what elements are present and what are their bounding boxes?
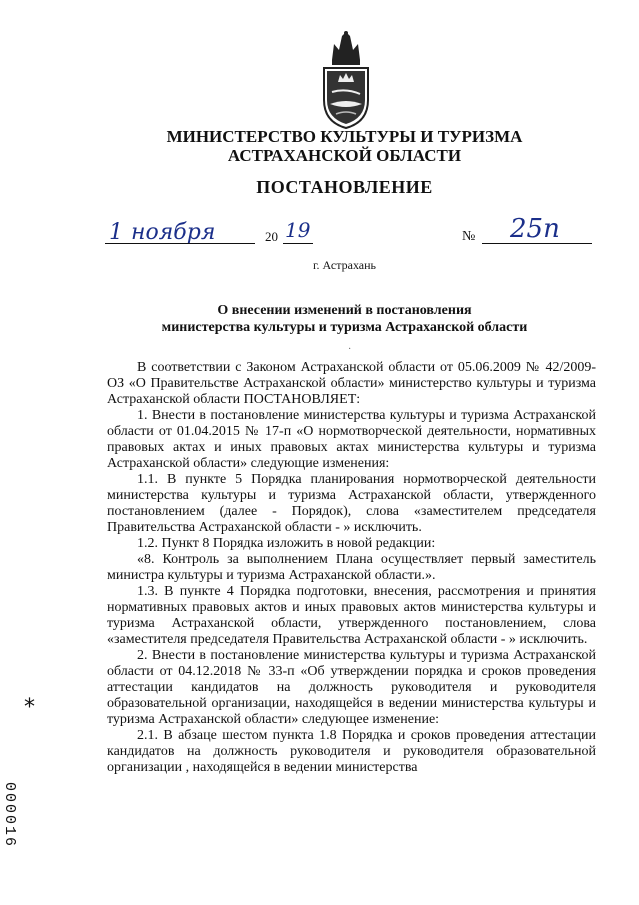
date-year-prefix: 20 xyxy=(265,229,278,244)
document-number-handwritten: 25п xyxy=(510,214,560,244)
number-underline xyxy=(482,243,592,244)
number-sign: № xyxy=(462,229,476,244)
document-type-title: ПОСТАНОВЛЕНИЕ xyxy=(256,177,433,197)
stray-mark: · xyxy=(348,344,352,355)
body-paragraph-quote-8: «8. Контроль за выполнением Плана осуществляет первый заместитель министра культуры и туризма Астраханской области.». xyxy=(107,552,596,583)
body-paragraph-1-3: 1.3. В пункте 4 Порядка подготовки, внесения, рассмотрения и принятия нормативных правовых актов и иных правовых актов министерства культуры и туризма Астраханской области, утвержденного постановлением, слова «заместителя председателя Правительства Астраханской области - » исключить. xyxy=(107,584,596,647)
body-paragraph-preamble: В соответствии с Законом Астраханской области от 05.06.2009 № 42/2009-ОЗ «О Правительстве Астраханской области» министерство культуры и туризма Астраханской области ПОСТАНОВЛЯЕТ: xyxy=(107,360,596,407)
city-label: г. Астрахань xyxy=(312,258,377,272)
document-body xyxy=(107,360,596,776)
body-paragraph-1: 1. Внести в постановление министерства культуры и туризма Астраханской области от 01.04.2015 № 17-п «О нормотворческой деятельности, нормативных правовых актах и иных правовых актах министерства культуры и туризма Астраханской области» следующие изменения: xyxy=(107,408,596,471)
body-paragraph-1-2: 1.2. Пункт 8 Порядка изложить в новой редакции: xyxy=(137,536,436,551)
margin-asterisk: * xyxy=(24,695,35,720)
ministry-name-line1: МИНИСТЕРСТВО КУЛЬТУРЫ И ТУРИЗМА xyxy=(166,127,523,146)
body-paragraph-2-1: 2.1. В абзаце шестом пункта 1.8 Порядка и сроков проведения аттестации кандидатов на должность руководителя и руководителя образовательной организации , находящейся в ведении министерства xyxy=(107,728,596,775)
date-underline xyxy=(105,243,255,244)
margin-serial-number: 000016 xyxy=(1,782,18,849)
date-field xyxy=(105,218,360,246)
date-day-handwritten: 1 xyxy=(109,220,123,245)
document-number-field xyxy=(462,214,592,246)
date-month-handwritten: ноября xyxy=(131,220,216,245)
coat-of-arms-emblem xyxy=(318,30,374,130)
body-paragraph-1-1: 1.1. В пункте 5 Порядка планирования нормотворческой деятельности министерства культуры и туризма Астраханской области, утвержденного постановлением (далее - Порядок), слова «заместителем председателя Правительства Астраханской области - » исключить. xyxy=(107,472,596,535)
body-paragraph-2: 2. Внести в постановление министерства культуры и туризма Астраханской области от 04.12.2018 № 33-п «Об утверждении порядка и сроков проведения аттестации кандидатов на должность руководителя и руководителя образовательной организации, находящейся в ведении министерства культуры и туризма Астраханской области» следующее изменение: xyxy=(107,648,596,727)
year-underline xyxy=(283,243,313,244)
date-year-handwritten: 19 xyxy=(285,218,311,242)
ministry-name-line2: АСТРАХАНСКОЙ ОБЛАСТИ xyxy=(227,146,462,165)
subject-line2: министерства культуры и туризма Астраханской области xyxy=(161,320,528,335)
subject-line1: О внесении изменений в постановления xyxy=(217,303,472,318)
